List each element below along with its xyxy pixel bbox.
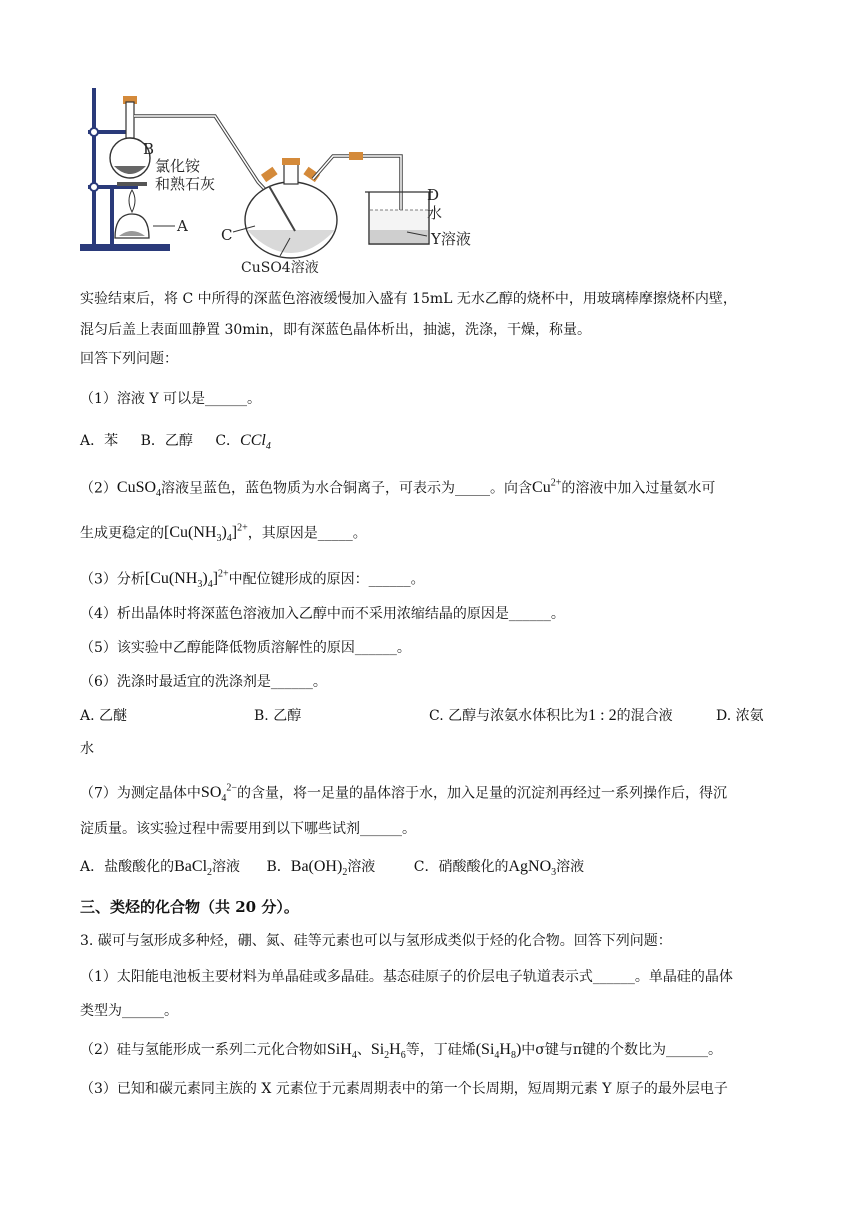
section-3-heading: 三、类烃的化合物（共 20 分）。 <box>80 898 299 916</box>
label-a: A <box>177 217 188 235</box>
label-c: C <box>221 226 233 244</box>
q6-option-b: B. 乙醇 <box>254 708 302 724</box>
apparatus-figure <box>75 86 495 278</box>
q2-line-2: 生成更稳定的$[Cu(NH_3)_4]^{2+}$，其原因是_____。 <box>80 523 367 545</box>
q2-line-1: （2）CuSO$_4$溶液呈蓝色，蓝色物质为水合铜离子，可表示为_____。向含$Cu^{2+}$的溶液中加入过量氨水可 <box>80 478 716 500</box>
q6-option-d: D. 浓氨 <box>716 708 764 724</box>
q1-options <box>80 430 271 458</box>
s3-q1-line-1: （1）太阳能电池板主要材料为单晶硅或多晶硅。基态硅原子的价层电子轨道表示式______。单晶硅的晶体 <box>80 969 733 985</box>
label-d: D <box>427 186 440 204</box>
section-3-intro: 3. 碳可与氢形成多种烃，硼、氮、硅等元素也可以与氢形成类似于烃的化合物。回答下列问题： <box>80 933 672 949</box>
flask-b-neck <box>126 102 134 138</box>
q6-stem: （6）洗涤时最适宜的洗涤剂是______。 <box>80 674 327 690</box>
q4-line: （4）析出晶体时将深蓝色溶液加入乙醇中而不采用浓缩结晶的原因是______。 <box>80 606 565 622</box>
s3-q1-line-2: 类型为______。 <box>80 1003 178 1019</box>
q7-option-a: A．盐酸酸化的BaCl$_2$溶液 <box>80 858 241 879</box>
s3-q3-line-1: （3）已知和碳元素同主族的 X 元素位于元素周期表中的第一个长周期，短周期元素 Y 原子的最外层电子 <box>80 1081 728 1097</box>
q7-line-1: （7）为测定晶体中$SO_4^{2-}$的含量，将一足量的晶体溶于水，加入足量的沉淀剂再经过一系列操作后，得沉 <box>80 783 728 805</box>
intro-line-3: 回答下列问题： <box>80 351 178 367</box>
label-water: 水 <box>427 204 443 222</box>
q1-option-c: C．CCl$_4$ <box>215 432 271 453</box>
label-y: Y溶液 <box>431 230 471 248</box>
q6-option-c: C. 乙醇与浓氨水体积比为1 : 2的混合液 <box>429 707 673 724</box>
label-b: B <box>143 140 155 158</box>
q6-option-d-cont: 水 <box>80 741 94 757</box>
label-cuso4: CuSO4溶液 <box>241 260 319 276</box>
s3-q2-line: （2）硅与氢能形成一系列二元化合物如SiH$_4$、$Si_2H_6$等，丁硅烯$(Si_4H_8)$中σ键与π键的个数比为______。 <box>80 1041 723 1062</box>
q3-line: （3）分析$[Cu(NH_3)_4]^{2+}$中配位键形成的原因：______。 <box>80 569 425 591</box>
q7-option-b: B．$Ba(OH)_2$溶液 <box>266 858 376 879</box>
q1-option-b: B．乙醇 <box>140 433 193 449</box>
q1-option-a: A．苯 <box>80 433 119 449</box>
intro-line-2: 混匀后盖上表面皿静置 30min，即有深蓝色晶体析出，抽滤，洗涤，干燥，称量。 <box>80 322 592 338</box>
q7-line-2: 淀质量。该实验过程中需要用到以下哪些试剂______。 <box>80 821 416 837</box>
label-nh4cl: 氯化铵 <box>155 157 201 175</box>
q1-stem: （1）溶液 Y 可以是______。 <box>80 391 262 407</box>
label-lime: 和熟石灰 <box>155 175 216 193</box>
stand-base <box>80 244 170 251</box>
q7-options <box>80 856 584 884</box>
q7-option-c: C．硝酸酸化的AgNO$_3$溶液 <box>413 858 585 879</box>
q6-option-a: A. 乙醚 <box>80 708 128 724</box>
intro-line-1: 实验结束后，将 C 中所得的深蓝色溶液缓慢加入盛有 15mL 无水乙醇的烧杯中，用玻璃棒摩擦烧杯内壁， <box>80 291 737 307</box>
stand-rod <box>92 88 96 248</box>
q5-line: （5）该实验中乙醇能降低物质溶解性的原因______。 <box>80 640 411 656</box>
